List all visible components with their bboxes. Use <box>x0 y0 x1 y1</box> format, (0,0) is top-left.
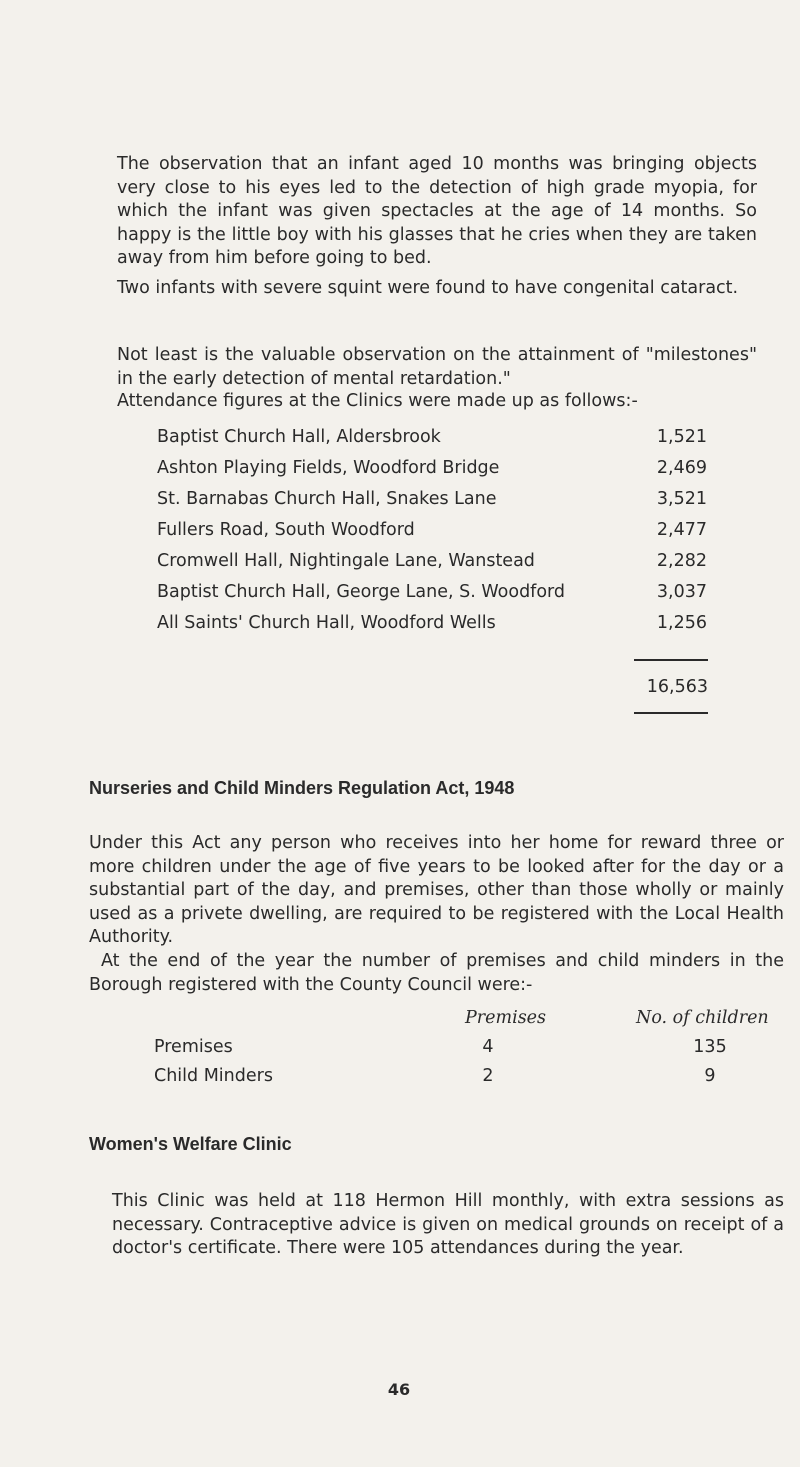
clinic-count: 1,256 <box>656 613 707 633</box>
list-item <box>157 546 707 576</box>
children-count: 9 <box>704 1066 716 1086</box>
clinic-count: 3,037 <box>656 582 707 602</box>
list-item <box>157 608 707 638</box>
clinic-place: Baptist Church Hall, Aldersbrook <box>157 427 441 447</box>
clinic-count: 2,477 <box>656 520 707 540</box>
clinic-count: 2,282 <box>656 551 707 571</box>
list-item <box>157 515 707 545</box>
list-item <box>157 453 707 483</box>
list-item <box>157 484 707 514</box>
clinic-place: Fullers Road, South Woodford <box>157 520 415 540</box>
clinic-place: All Saints' Church Hall, Woodford Wells <box>157 613 496 633</box>
attendance-total: 16,563 <box>646 677 708 697</box>
paragraph-registered: At the end of the year the number of premises and child minders in the Borough registered with the County Council were:- <box>89 951 784 995</box>
paragraph-womens-clinic: This Clinic was held at 118 Hermon Hill monthly, with extra sessions as necessary. Contraceptive advice is given on medical grounds on receipt of a doctor's certificate. There were 105 attendances during the year. <box>112 1191 784 1258</box>
clinic-count: 2,469 <box>656 458 707 478</box>
paragraph-cataract: Two infants with severe squint were found to have congenital cataract. <box>117 278 739 298</box>
row-label: Child Minders <box>154 1066 273 1086</box>
paragraph-attendance-intro: Attendance figures at the Clinics were made up as follows:- <box>117 391 638 411</box>
clinic-place: St. Barnabas Church Hall, Snakes Lane <box>157 489 497 509</box>
paragraph-milestones: Not least is the valuable observation on the attainment of "milestones" in the early detection of mental retardation." <box>117 345 757 389</box>
womens-clinic-heading: Women's Welfare Clinic <box>89 1134 292 1154</box>
clinic-place: Baptist Church Hall, George Lane, S. Woodford <box>157 582 566 602</box>
list-item <box>157 422 707 452</box>
paragraph-nurseries-act: Under this Act any person who receives into her home for reward three or more children under the age of five years to be looked after for the day or a substantial part of the day, and premises, other than those wholly or mainly used as a privete dwelling, are required to be registered with the Local Health Authority. <box>89 833 784 947</box>
clinic-place: Cromwell Hall, Nightingale Lane, Wanstead <box>157 551 535 571</box>
list-item <box>157 577 707 607</box>
column-header-premises: Premises <box>465 1008 547 1028</box>
clinic-place: Ashton Playing Fields, Woodford Bridge <box>157 458 500 478</box>
paragraph-myopia: The observation that an infant aged 10 months was bringing objects very close to his eyes led to the detection of high grade myopia, for which the infant was given spectacles at the age of 14 months. So happy is the little boy with his glasses that he cries when they are taken away from him before going to bed. <box>117 154 757 268</box>
row-label: Premises <box>154 1037 233 1057</box>
premises-count: 4 <box>482 1037 494 1057</box>
page-number: 46 <box>387 1380 411 1399</box>
clinic-count: 1,521 <box>656 427 707 447</box>
premises-count: 2 <box>482 1066 494 1086</box>
clinic-count: 3,521 <box>656 489 707 509</box>
children-count: 135 <box>693 1037 727 1057</box>
total-rule-bottom <box>634 712 708 714</box>
total-rule-top <box>634 659 708 661</box>
nurseries-heading: Nurseries and Child Minders Regulation Act, 1948 <box>89 778 515 798</box>
column-header-children: No. of children <box>636 1008 769 1028</box>
